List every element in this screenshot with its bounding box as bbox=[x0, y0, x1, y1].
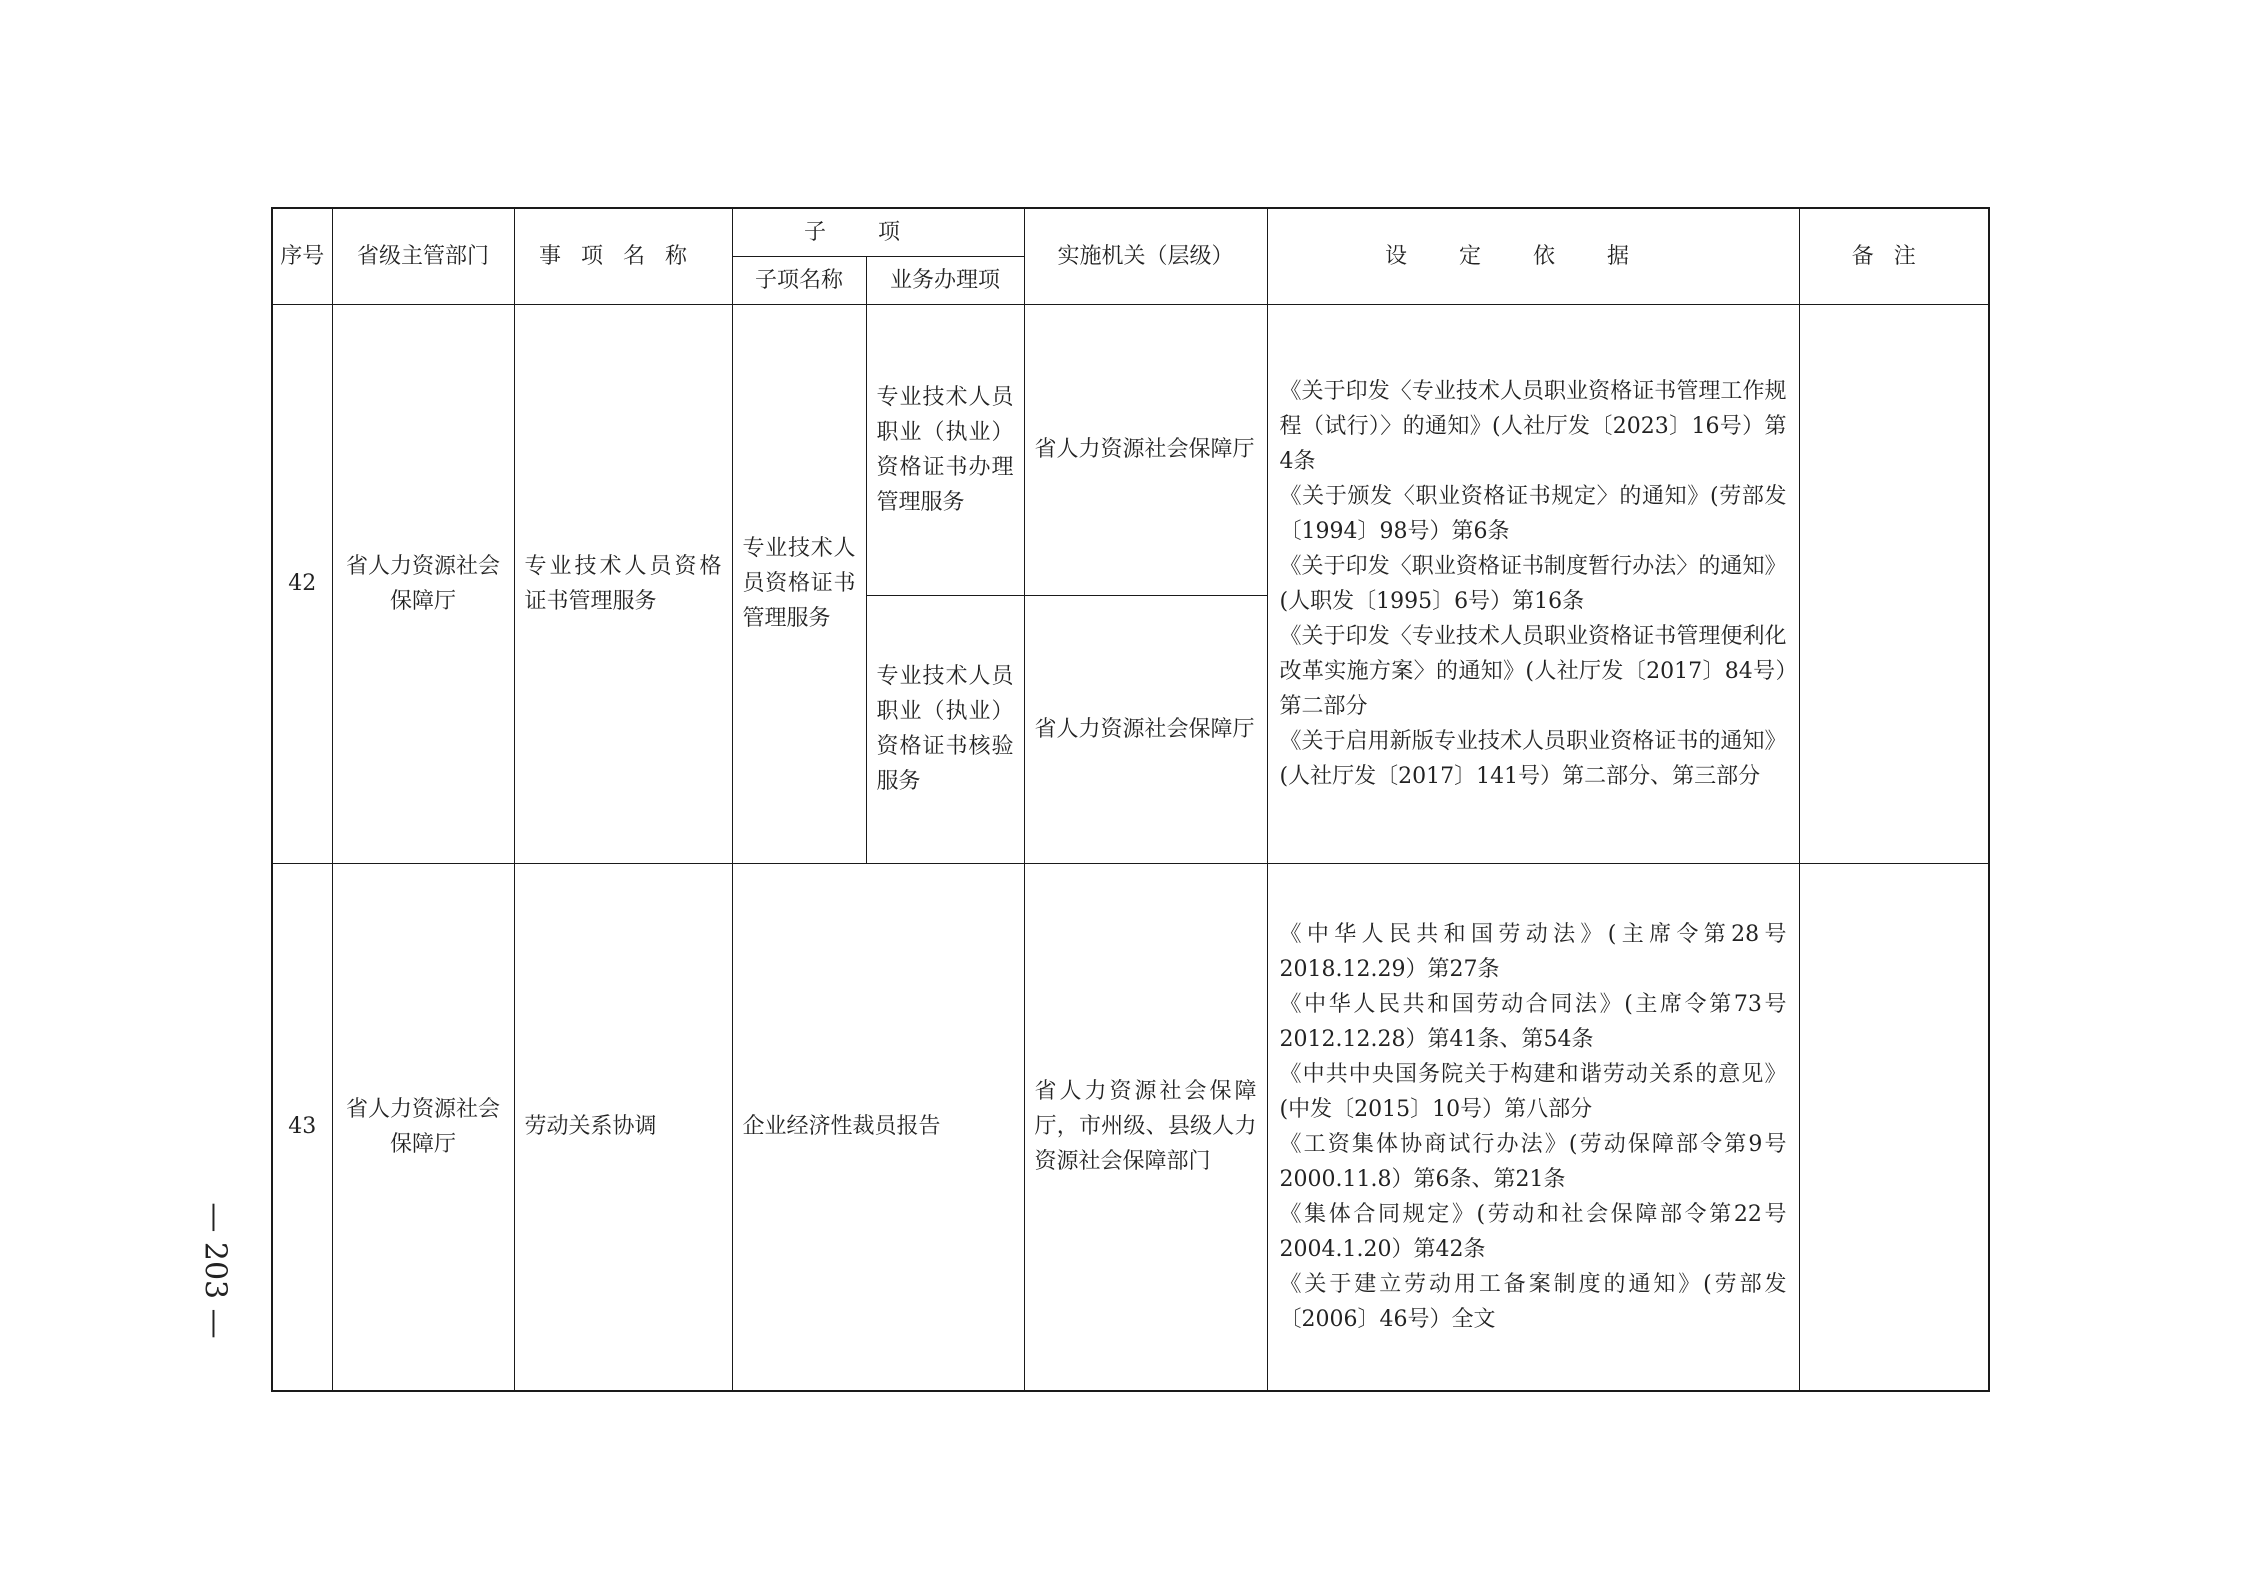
basis-line: 《关于印发〈职业资格证书制度暂行办法〉的通知》(人职发〔1995〕6号）第16条 bbox=[1279, 553, 1787, 614]
row-business: 专业技术人员职业（执业）资格证书办理管理服务 bbox=[866, 304, 1024, 595]
header-remarks: 备注 bbox=[1799, 208, 1989, 304]
basis-line: 《中共中央国务院关于构建和谐劳动关系的意见》(中发〔2015〕10号）第八部分 bbox=[1279, 1061, 1787, 1122]
row-seq: 43 bbox=[272, 863, 332, 1391]
header-sub-name: 子项名称 bbox=[732, 256, 866, 304]
basis-line: 《关于启用新版专业技术人员职业资格证书的通知》(人社厅发〔2017〕141号）第二部分、第三部分 bbox=[1279, 728, 1787, 789]
row-dept: 省人力资源社会保障厅 bbox=[332, 304, 514, 863]
table-row bbox=[272, 863, 1989, 1391]
page-number-text: — 203 — bbox=[197, 1201, 233, 1339]
basis-line: 《关于印发〈专业技术人员职业资格证书管理便利化改革实施方案〉的通知》(人社厅发〔2017〕84号）第二部分 bbox=[1279, 623, 1787, 719]
header-seq: 序号 bbox=[272, 208, 332, 304]
row-agency: 省人力资源社会保障厅 bbox=[1024, 304, 1267, 595]
row-agency: 省人力资源社会保障厅，市州级、县级人力资源社会保障部门 bbox=[1024, 863, 1267, 1391]
header-item-name: 事项名称 bbox=[514, 208, 732, 304]
basis-line: 《中华人民共和国劳动法》(主席令第28号2018.12.29）第27条 bbox=[1279, 921, 1787, 982]
header-business: 业务办理项 bbox=[866, 256, 1024, 304]
row-agency: 省人力资源社会保障厅 bbox=[1024, 595, 1267, 863]
header-agency: 实施机关（层级） bbox=[1024, 208, 1267, 304]
row-item-name: 专业技术人员资格证书管理服务 bbox=[514, 304, 732, 863]
header-sub-item: 子项 bbox=[732, 208, 1024, 256]
page-number bbox=[175, 1180, 255, 1360]
row-item-name: 劳动关系协调 bbox=[514, 863, 732, 1391]
row-remarks bbox=[1799, 863, 1989, 1391]
table-row bbox=[272, 304, 1989, 595]
row-seq: 42 bbox=[272, 304, 332, 863]
basis-line: 《关于建立劳动用工备案制度的通知》(劳部发〔2006〕46号）全文 bbox=[1279, 1271, 1787, 1332]
basis-line: 《关于颁发〈职业资格证书规定〉的通知》(劳部发〔1994〕98号）第6条 bbox=[1279, 483, 1787, 544]
header-basis: 设定依据 bbox=[1267, 208, 1799, 304]
basis-line: 《集体合同规定》(劳动和社会保障部令第22号2004.1.20）第42条 bbox=[1279, 1201, 1787, 1262]
basis-line: 《中华人民共和国劳动合同法》(主席令第73号2012.12.28）第41条、第54条 bbox=[1279, 991, 1787, 1052]
row-basis bbox=[1267, 863, 1799, 1391]
header-dept: 省级主管部门 bbox=[332, 208, 514, 304]
row-dept: 省人力资源社会保障厅 bbox=[332, 863, 514, 1391]
policy-table bbox=[271, 207, 1990, 1392]
row-sub-name: 企业经济性裁员报告 bbox=[732, 863, 1024, 1391]
basis-line: 《工资集体协商试行办法》(劳动保障部令第9号2000.11.8）第6条、第21条 bbox=[1279, 1131, 1787, 1192]
row-basis bbox=[1267, 304, 1799, 863]
row-business: 专业技术人员职业（执业）资格证书核验服务 bbox=[866, 595, 1024, 863]
row-remarks bbox=[1799, 304, 1989, 863]
basis-line: 《关于印发〈专业技术人员职业资格证书管理工作规程（试行）〉的通知》(人社厅发〔2023〕16号）第4条 bbox=[1279, 378, 1787, 474]
row-sub-name: 专业技术人员资格证书管理服务 bbox=[732, 304, 866, 863]
